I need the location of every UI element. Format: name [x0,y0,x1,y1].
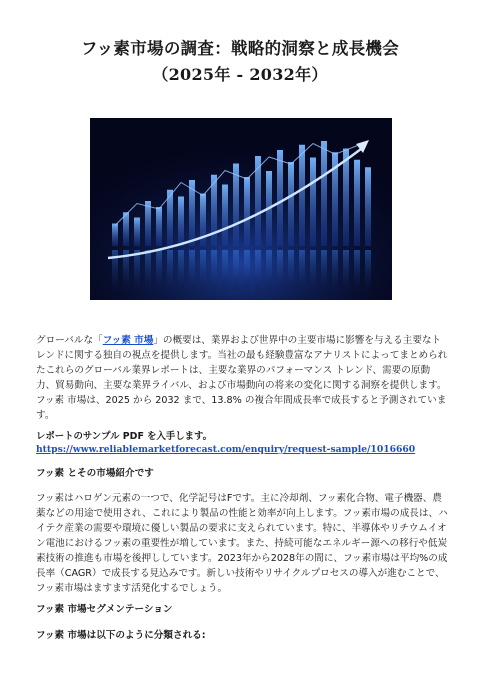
hero-bar [299,145,305,246]
hero-floor-bar [343,250,349,290]
hero-floor-bar [332,250,338,290]
title-line-2: （2025年 - 2032年） [152,65,328,84]
hero-bar [244,177,250,246]
sample-request [36,430,448,456]
hero-bar [365,167,371,246]
hero-floor-bar [134,250,140,290]
segmentation-heading: フッ素 市場セグメンテーション [36,604,173,615]
hero-bar [156,207,162,246]
hero-floor-bar [145,250,151,290]
hero-bar [310,158,316,247]
growth-chart-illustration-icon [90,118,392,300]
hero-floor-bar [255,250,261,290]
hero-floor-bar [156,250,162,290]
intro-body: フッ素はハロゲン元素の一つで、化学記号はFです。主に冷却剤、フッ素化合物、電子機器、農薬などの用途で使用され、これにより製品の性能と効率が向上します。フッ素市場の成長は、ハイテク産業の需要や環境に優しい製品の要求に支えられています。特に、半導体やリチウムイオン電池におけるフッ素の重要性が増しています。また、持続可能なエネルギー源への移行や低炭素技術の推進も市場を後押ししています。2023年から2028年の間に、フッ素市場は平均%の成長率（CAGR）で成長する見込みです。新しい技術やリサイクルプロセスの導入が進むことで、フッ素市場はますます活発化するでしょう。 [36,493,448,594]
hero-image [90,118,392,300]
intro-prefix: グローバルな「 [36,335,103,346]
hero-bar [112,224,118,247]
hero-floor-bar [167,250,173,290]
hero-bar [145,201,151,246]
hero-floor-bar [244,250,250,290]
hero-bar [288,162,294,246]
hero-floor-bar [354,250,360,290]
hero-floor-bar [178,250,184,290]
classification-heading: フッ素 市場は以下のように分類される: [36,630,206,641]
sample-request-label: レポートのサンプル PDF を入手します。 [36,431,212,442]
hero-bar [178,197,184,247]
hero-floor-bar [233,250,239,290]
hero-floor-bar [365,250,371,290]
intro-heading: フッ素 とその市場紹介です [36,468,154,479]
hero-floor-bar [299,250,305,290]
hero-bar [321,141,327,246]
hero-bar [343,149,349,247]
hero-bar [354,160,360,246]
sample-request-link[interactable]: https://www.reliablemarketforecast.com/enquiry/request-sample/1016660 [36,444,416,455]
page-title [0,36,480,88]
hero-floor-bar [277,250,283,290]
hero-floor-bar [222,250,228,290]
hero-bar [134,218,140,247]
hero-floor-bar [189,250,195,290]
hero-floor-bar [211,250,217,290]
hero-bar [222,185,228,247]
hero-floor-bar [288,250,294,290]
hero-bar [277,150,283,246]
hero-floor-bar [200,250,206,290]
hero-bar [123,212,129,246]
title-line-1: フッ素市場の調査：戦略的洞察と成長機会 [80,39,400,58]
intro-suffix: 」の概要は、業界および世界中の主要市場に影響を与える主要なトレンドに関する独自の視点を提供します。当社の最も経験豊富なアナリストによってまとめられたこれらのグローバル業界レポートは、主要な業界のパフォーマンス トレンド、需要の原動力、貿易動向、主要な業界ライバル、および市場動向の将来の変化に関する洞察を提供します。フッ素 市場は、2025 から 2032 まで、13.8% の複合年間成長率で成長すると予測されています。 [36,335,448,421]
intro-paragraph [36,333,448,423]
market-link[interactable]: フッ素 市場 [102,335,154,346]
hero-floor-bar [321,250,327,290]
hero-floor-bar [310,250,316,290]
hero-floor-bar [266,250,272,290]
